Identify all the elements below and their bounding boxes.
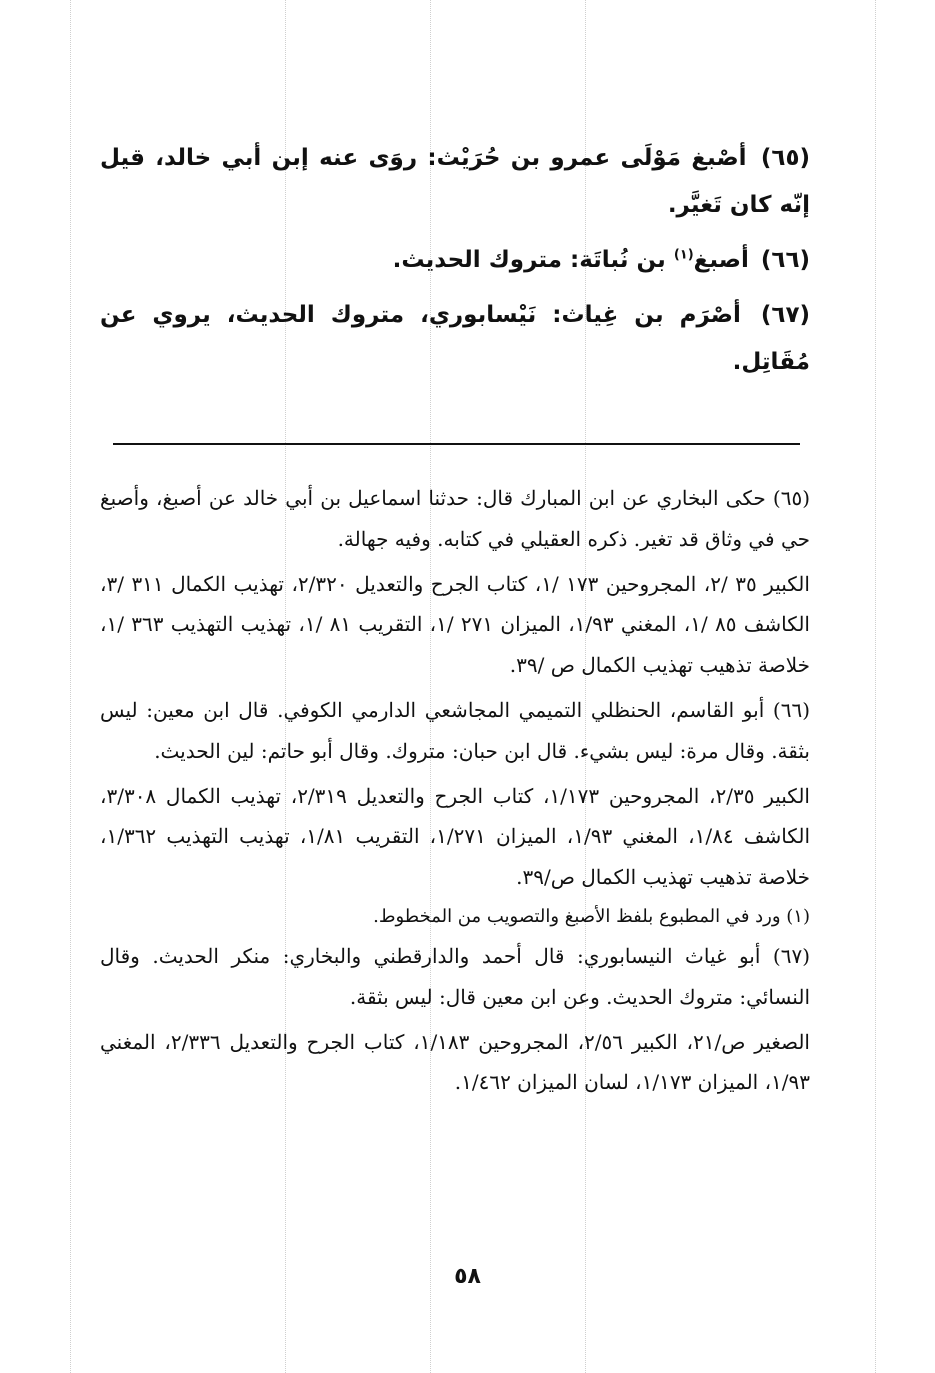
entry-text-continued: بن نُباتَة: متروك الحديث. — [392, 247, 666, 273]
note-67-sources: الصغير ص/٢١، الكبير ٢/٥٦، المجروحين ١/١٨٣، كتاب الجرح والتعديل ٢/٣٣٦، المغني ١/٩٣، الميزان ١/١٧٣، لسان الميزان ١/٤٦٢. — [100, 1029, 810, 1095]
footnote-divider — [113, 443, 800, 445]
note-65: (٦٥) حكى البخاري عن ابن المبارك قال: حدثنا اسماعيل بن أبي خالد عن أصبغ، وأصبغ حي في وثاق قد تغير. ذكره العقيلي في كتابه. وفيه جهالة. — [100, 486, 810, 551]
entry-66 — [100, 237, 810, 284]
page-number: ٥٨ — [454, 1264, 481, 1289]
scan-artifact-line — [70, 0, 71, 1373]
entry-number: (٦٥) — [760, 145, 810, 171]
commentary-notes — [100, 478, 810, 1107]
note-67: (٦٧) أبو غياث النيسابوري: قال أحمد والدارقطني والبخاري: منكر الحديث. وقال النسائي: متروك الحديث. وعن ابن معين قال: ليس بثقة. — [100, 943, 810, 1009]
entry-number: (٦٦) — [760, 247, 810, 273]
footnote-1: (١) ورد في المطبوع بلفظ الأصبغ والتصويب من المخطوط. — [373, 905, 810, 927]
entry-number: (٦٧) — [760, 302, 811, 328]
entry-65 — [100, 135, 810, 229]
entry-text: أصبغ — [693, 247, 749, 273]
footnote-marker: (١) — [673, 247, 694, 263]
note-65-sources: الكبير ٣٥ /٢، المجروحين ١٧٣ /١، كتاب الجرح والتعديل ٢/٣٢٠، تهذيب الكمال ٣١١ /٣، الكاشف ٨٥ /١، المغني ١/٩٣، الميزان ٢٧١ /١، التقريب ٨١ /١، تهذيب التهذيب ٣٦٣ /١، خلاصة تذهيب تهذيب الكمال ص /٣٩. — [100, 571, 810, 678]
scan-artifact-line — [875, 0, 876, 1373]
entry-text: أصْرَم بن غِياث: نَيْسابوري، متروك الحديث، يروي عن مُقَاتِل. — [100, 302, 810, 375]
entry-text: أصْبغ مَوْلَى عمرو بن حُرَيْث: روَى عنه إبن أبي خالد، قيل إنّه كان تَغيَّر. — [100, 145, 810, 218]
main-text — [100, 135, 810, 394]
note-66-sources: الكبير ٢/٣٥، المجروحين ١/١٧٣، كتاب الجرح والتعديل ٢/٣١٩، تهذيب الكمال ٣/٣٠٨، الكاشف ١/٨٤، المغني ١/٩٣، الميزان ١/٢٧١، التقريب ١/٨١، تهذيب التهذيب ١/٣٦٢، خلاصة تذهيب تهذيب الكمال ص/٣٩. — [100, 783, 810, 890]
note-66: (٦٦) أبو القاسم، الحنظلي التميمي المجاشعي الدارمي الكوفي. قال ابن معين: ليس بثقة. وقال مرة: ليس بشيء. قال ابن حبان: متروك. وقال أبو حاتم: لين الحديث. — [100, 697, 810, 763]
entry-67 — [100, 292, 810, 386]
